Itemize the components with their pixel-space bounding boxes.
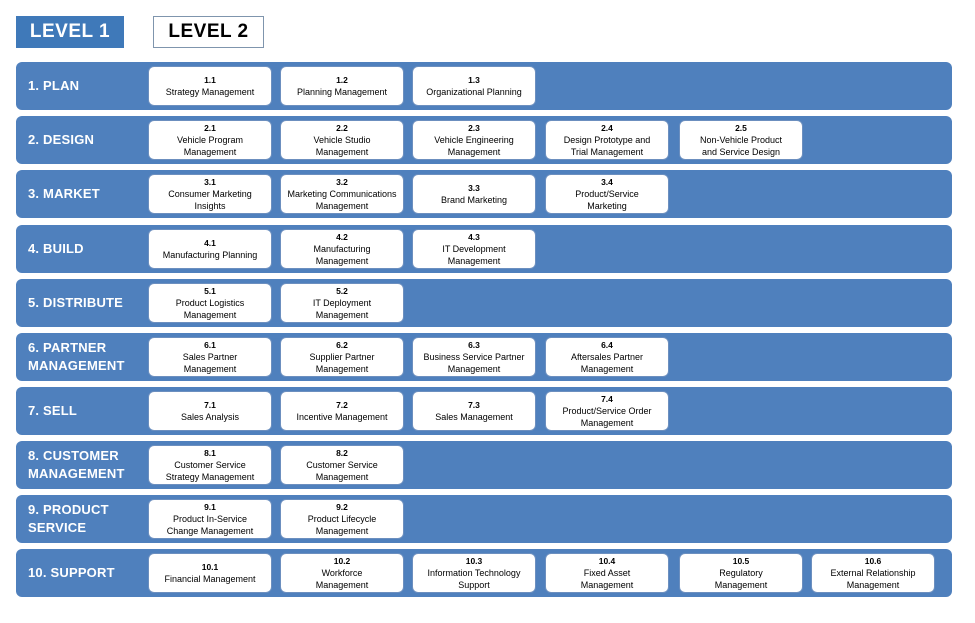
capability-name: Sales Partner Management [182, 351, 238, 374]
capability-number: 1.2 [336, 74, 348, 85]
level1-row [16, 170, 952, 218]
capability-number: 3.1 [204, 176, 216, 187]
capability-name: Vehicle Studio Management [313, 134, 371, 157]
level2-capability-box[interactable] [148, 283, 272, 323]
level2-capability-box[interactable] [545, 120, 669, 160]
level2-capability-box[interactable] [412, 337, 536, 377]
capability-number: 7.4 [601, 393, 613, 404]
level2-capability-box[interactable] [412, 174, 536, 214]
level2-capability-box[interactable] [148, 337, 272, 377]
level2-capability-box[interactable] [412, 553, 536, 593]
capability-name: External Relationship Management [830, 567, 916, 590]
capability-name: Financial Management [164, 573, 256, 584]
level2-capability-box[interactable] [148, 229, 272, 269]
level1-row [16, 62, 952, 110]
capability-number: 1.3 [468, 74, 480, 85]
level1-label[interactable]: 8. CUSTOMER MANAGEMENT [28, 448, 125, 481]
capability-name: Brand Marketing [440, 194, 508, 205]
capability-number: 2.3 [468, 122, 480, 133]
capability-number: 6.3 [468, 339, 480, 350]
capability-name: Customer Service Management [306, 459, 378, 482]
level2-capability-box[interactable] [280, 283, 404, 323]
level2-capability-box[interactable] [148, 120, 272, 160]
capability-name: Consumer Marketing Insights [168, 188, 252, 211]
level1-row [16, 225, 952, 273]
capability-number: 1.1 [204, 74, 216, 85]
level2-capability-box[interactable] [679, 553, 803, 593]
capability-number: 9.2 [336, 501, 348, 512]
capability-name: Product Logistics Management [175, 297, 245, 320]
level2-capability-box[interactable] [280, 66, 404, 106]
capability-name: Marketing Communications Management [287, 188, 397, 211]
level2-capability-box[interactable] [412, 120, 536, 160]
level2-capability-box[interactable] [280, 120, 404, 160]
level2-capability-box[interactable] [412, 229, 536, 269]
capability-name: Vehicle Program Management [176, 134, 244, 157]
level1-label[interactable]: 9. PRODUCT SERVICE [28, 502, 109, 535]
capability-number: 4.2 [336, 231, 348, 242]
capability-number: 7.2 [336, 399, 348, 410]
level1-row [16, 116, 952, 164]
capability-number: 4.1 [204, 237, 216, 248]
capability-name: Product Lifecycle Management [307, 513, 377, 536]
level2-capability-box[interactable] [280, 337, 404, 377]
level1-label[interactable]: 7. SELL [28, 403, 78, 418]
level1-label[interactable]: 6. PARTNER MANAGEMENT [28, 340, 125, 373]
capability-name: Fixed Asset Management [580, 567, 634, 590]
capability-number: 3.4 [601, 176, 613, 187]
level2-capability-box[interactable] [148, 499, 272, 539]
capability-number: 7.1 [204, 399, 216, 410]
capability-name: Supplier Partner Management [309, 351, 375, 374]
capability-name: Information Technology Support [427, 567, 521, 590]
capability-name: Design Prototype and Trial Management [563, 134, 651, 157]
level2-capability-box[interactable] [280, 553, 404, 593]
capability-name: Product/Service Marketing [575, 188, 639, 211]
capability-name: Sales Management [435, 411, 513, 422]
legend-level-1: LEVEL 1 [16, 16, 124, 48]
capability-number: 10.3 [465, 555, 483, 566]
capability-number: 10.4 [598, 555, 616, 566]
level2-capability-box[interactable] [148, 174, 272, 214]
level2-capability-box[interactable] [412, 66, 536, 106]
capability-name: Regulatory Management [714, 567, 768, 590]
capability-name: Manufacturing Planning [162, 249, 258, 260]
level2-capability-box[interactable] [148, 553, 272, 593]
capability-number: 3.3 [468, 182, 480, 193]
capability-name: Planning Management [296, 86, 388, 97]
level2-capability-box[interactable] [148, 66, 272, 106]
capability-number: 6.1 [204, 339, 216, 350]
capability-name: Sales Analysis [180, 411, 240, 422]
level2-capability-box[interactable] [280, 499, 404, 539]
capability-number: 2.5 [735, 122, 747, 133]
capability-name: IT Development Management [442, 243, 506, 266]
legend-level-2: LEVEL 2 [153, 16, 264, 48]
capability-name: Non-Vehicle Product and Service Design [699, 134, 783, 157]
level1-row [16, 441, 952, 489]
level1-label[interactable]: 5. DISTRIBUTE [28, 295, 124, 310]
level2-capability-box[interactable] [280, 445, 404, 485]
capability-name: Workforce Management [315, 567, 369, 590]
capability-number: 2.1 [204, 122, 216, 133]
capability-name: Customer Service Strategy Management [165, 459, 255, 482]
level2-capability-box[interactable] [545, 391, 669, 431]
capability-number: 9.1 [204, 501, 216, 512]
capability-name: Product/Service Order Management [562, 405, 652, 428]
level2-capability-box[interactable] [412, 391, 536, 431]
capability-number: 6.2 [336, 339, 348, 350]
level2-capability-box[interactable] [148, 391, 272, 431]
level1-label[interactable]: 3. MARKET [28, 186, 100, 201]
capability-name: Business Service Partner Management [423, 351, 525, 374]
level2-capability-box[interactable] [545, 174, 669, 214]
level1-row [16, 279, 952, 327]
capability-name: Product In-Service Change Management [166, 513, 254, 536]
level2-capability-box[interactable] [679, 120, 803, 160]
capability-number: 8.1 [204, 447, 216, 458]
capability-name: Vehicle Engineering Management [434, 134, 514, 157]
capability-number: 3.2 [336, 176, 348, 187]
capability-number: 10.6 [864, 555, 882, 566]
level1-row [16, 387, 952, 435]
capability-name: Organizational Planning [426, 86, 522, 97]
level2-capability-box[interactable] [148, 445, 272, 485]
level2-capability-box[interactable] [811, 553, 935, 593]
capability-number: 2.4 [601, 122, 613, 133]
capability-number: 6.4 [601, 339, 613, 350]
level2-capability-box[interactable] [280, 174, 404, 214]
level2-capability-box[interactable] [280, 229, 404, 269]
capability-name: IT Deployment Management [312, 297, 372, 320]
capability-name: Strategy Management [165, 86, 255, 97]
level2-capability-box[interactable] [545, 553, 669, 593]
level2-capability-box[interactable] [280, 391, 404, 431]
capability-number: 4.3 [468, 231, 480, 242]
level2-capability-box[interactable] [545, 337, 669, 377]
capability-number: 10.2 [333, 555, 351, 566]
capability-number: 2.2 [336, 122, 348, 133]
level1-label[interactable]: 10. SUPPORT [28, 565, 115, 580]
level1-label[interactable]: 2. DESIGN [28, 132, 95, 147]
level1-row [16, 549, 952, 597]
capability-name: Incentive Management [296, 411, 388, 422]
capability-name: Manufacturing Management [313, 243, 371, 266]
level1-label[interactable]: 1. PLAN [28, 78, 80, 93]
level1-row [16, 333, 952, 381]
capability-number: 5.1 [204, 285, 216, 296]
capability-number: 10.1 [201, 561, 219, 572]
capability-number: 8.2 [336, 447, 348, 458]
level1-label[interactable]: 4. BUILD [28, 241, 84, 256]
capability-name: Aftersales Partner Management [570, 351, 644, 374]
capability-number: 10.5 [732, 555, 750, 566]
capability-number: 7.3 [468, 399, 480, 410]
capability-number: 5.2 [336, 285, 348, 296]
level1-row [16, 495, 952, 543]
